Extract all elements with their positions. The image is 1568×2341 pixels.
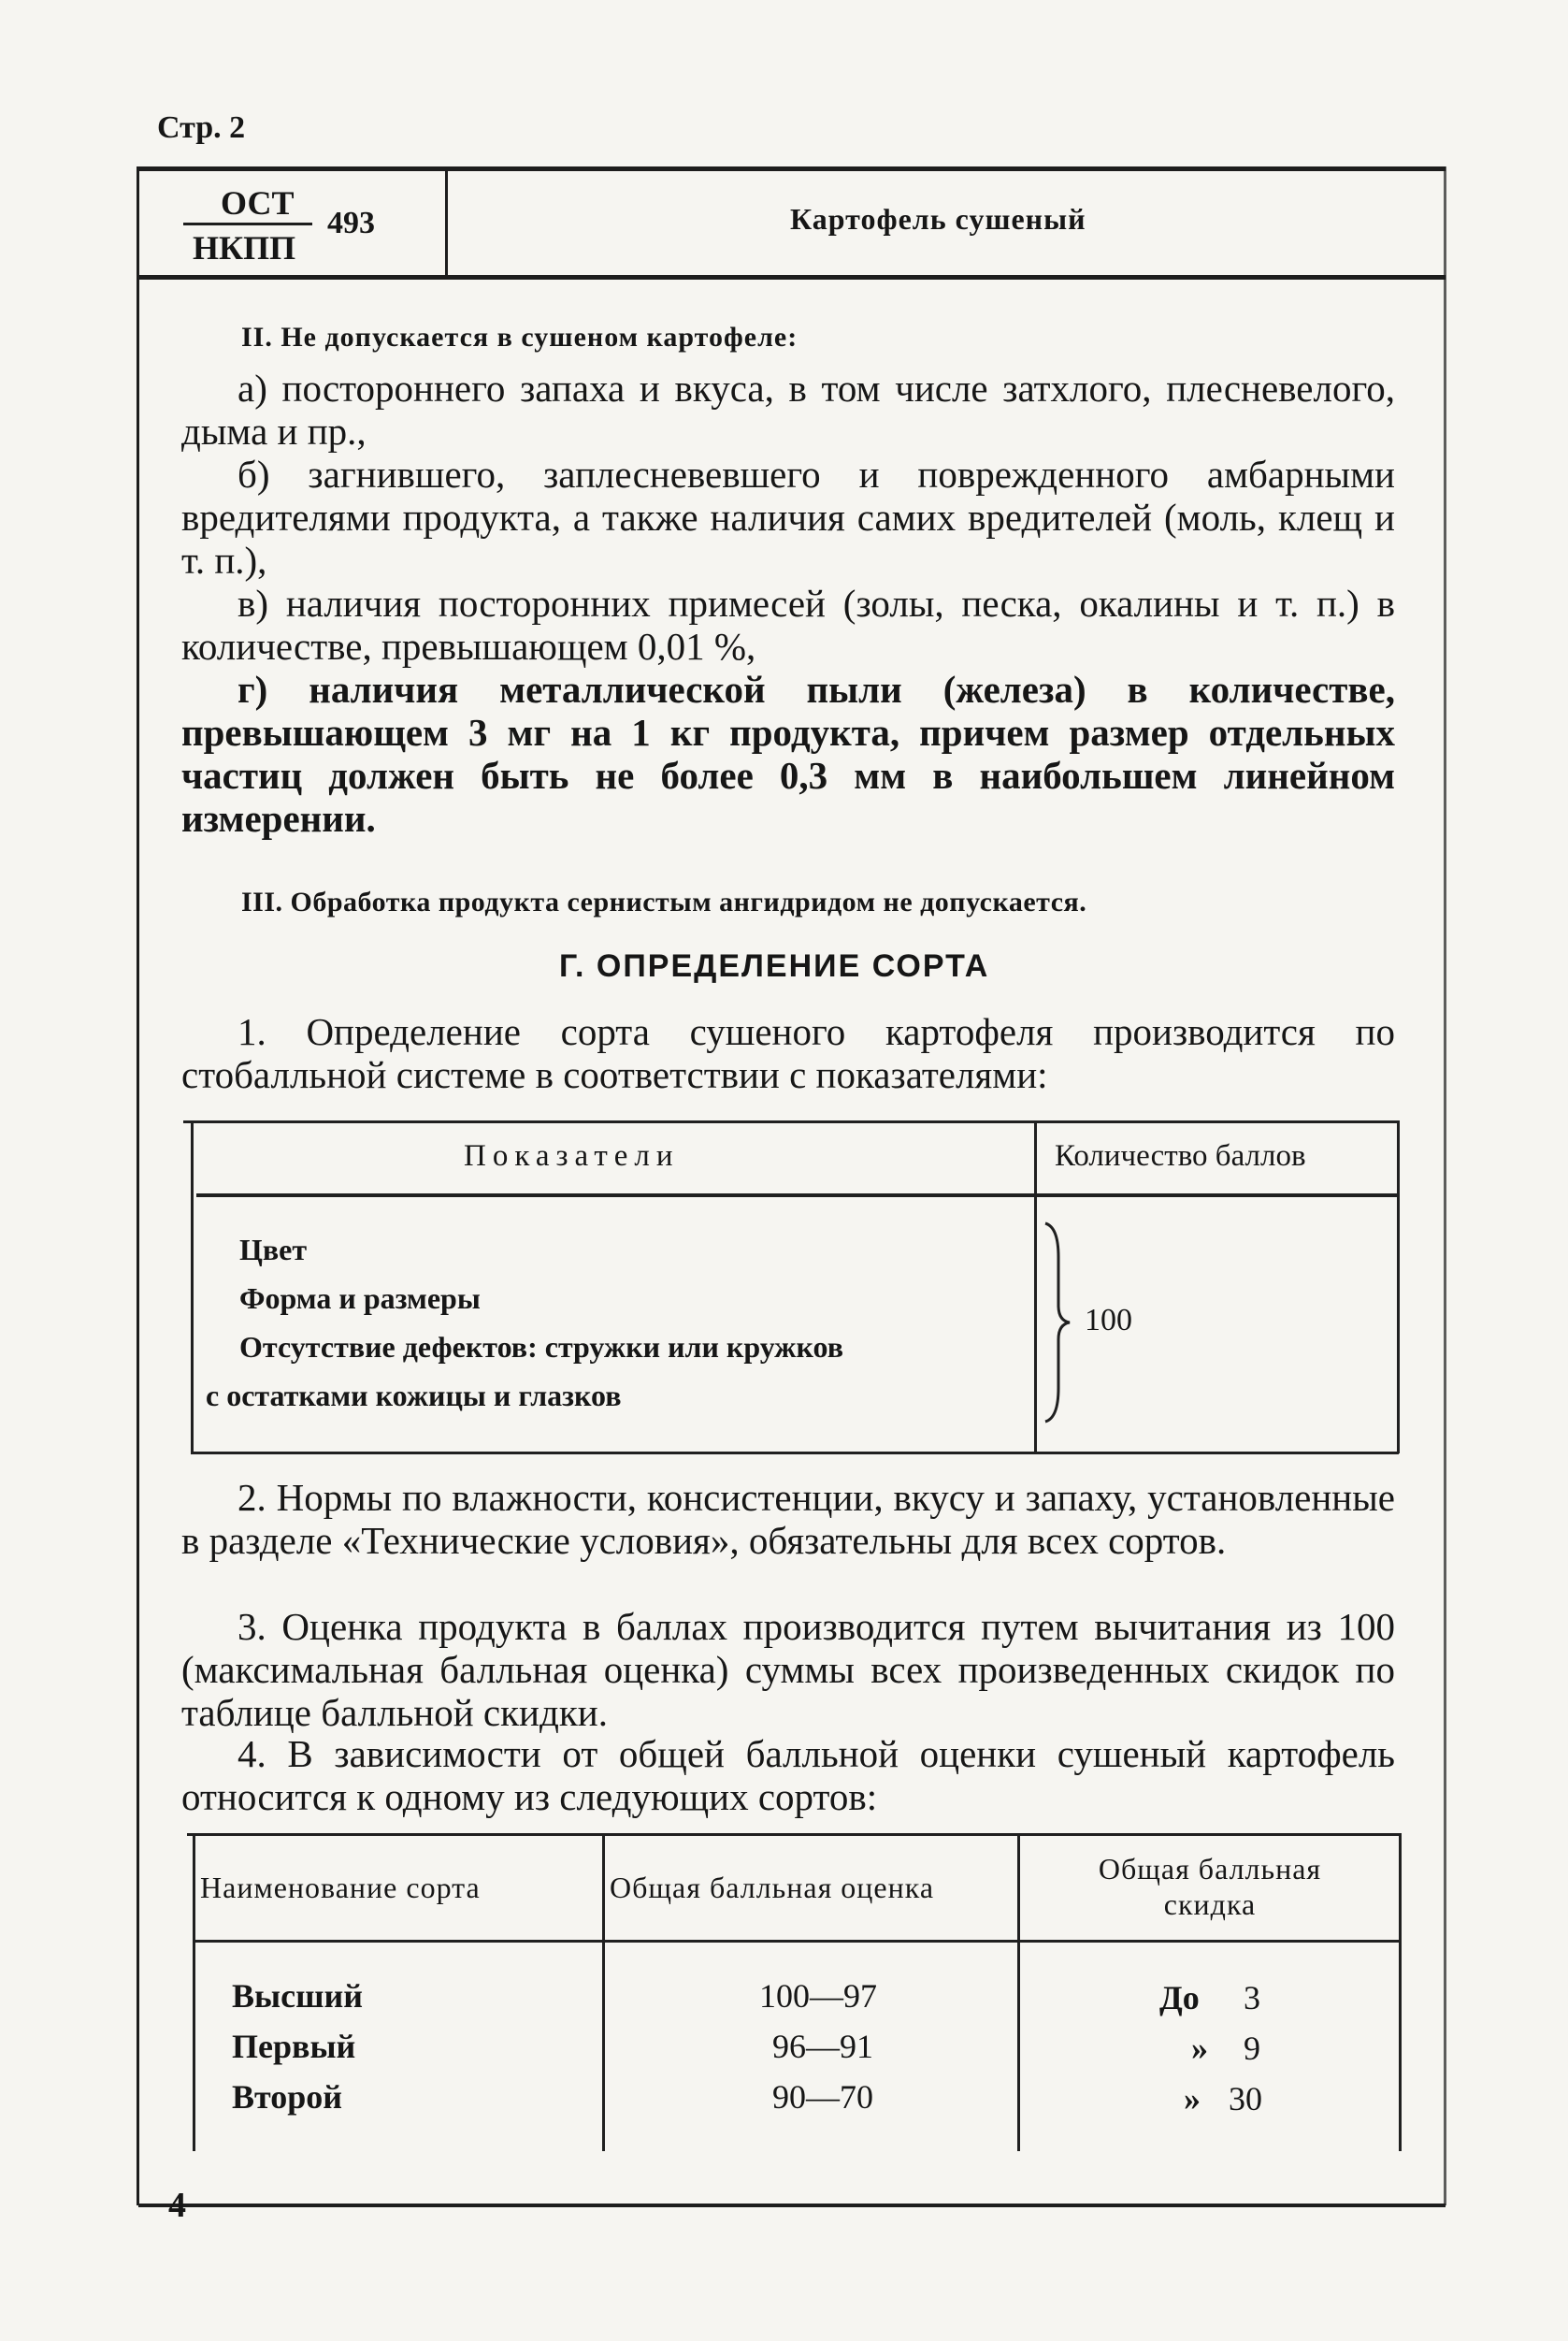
table2-left-rule [193,1833,195,2151]
table1-col2-header: Количество баллов [1055,1139,1306,1173]
table1-value: 100 [1085,1303,1132,1337]
table2-col3-header-line2: скидка [1163,1887,1257,1921]
table2-row-name: Высший [232,1977,363,2015]
header-divider [445,170,448,277]
section-g-heading: Г. ОПРЕДЕЛЕНИЕ СОРТА [559,948,990,984]
section-g-paragraph-4: 4. В зависимости от общей балльной оценки сушеный картофель относится к одному из следующих сортов: [181,1732,1395,1818]
table1-header-rule [196,1193,1399,1197]
table2-row-disc: 30 [1229,2080,1262,2117]
table2-row-disc-prefix: » [1191,2030,1208,2067]
table1-row-color: Цвет [239,1233,308,1266]
page-number: 4 [168,2186,186,2225]
table1-bottom-rule [191,1452,1399,1454]
table2-header-rule [193,1940,1401,1943]
table1-col-divider [1034,1120,1037,1453]
section-ii-item-g: г) наличия металлической пыли (железа) в количестве, превышающем 3 мг на 1 кг продукта, причем размер отдельных частиц должен быть не более 0,3 мм в наибольшем линейном измерении. [181,668,1395,840]
table1-col1-header: Показатели [464,1139,680,1173]
table2-row-disc: 3 [1244,1979,1260,2016]
table2-row-score: 100—97 [759,1977,877,2015]
section-ii-heading: II. Не допускается в сушеном картофеле: [241,322,798,353]
page-label: Стр. 2 [157,110,246,145]
table2-col-divider-2 [1017,1833,1020,2151]
table2-top-rule [187,1833,1401,1836]
section-iii-heading: III. Обработка продукта сернистым ангидридом не допускается. [241,887,1087,918]
table2-row-disc: 9 [1244,2030,1260,2067]
frame-header-rule [138,275,1446,280]
table1-brace [1040,1220,1077,1425]
frame-top-rule [138,166,1446,171]
section-ii-item-a: а) постороннего запаха и вкуса, в том числе затхлого, плесневелого, дыма и пр., [181,367,1395,453]
table2-row-score: 96—91 [772,2028,873,2065]
section-g-paragraph-1: 1. Определение сорта сушеного картофеля производится по стобалльной системе в соответствии с показателями: [181,1010,1395,1096]
table2-col2-header: Общая балльная оценка [610,1871,935,1904]
table1-right-rule [1397,1120,1400,1453]
table1-row-defects-cont: с остатками кожицы и глазков [206,1379,622,1412]
table1-top-rule [183,1120,1399,1123]
table2-row-name: Первый [232,2028,356,2065]
table2-col-divider-1 [602,1833,605,2151]
frame-right-rule [1444,166,1446,2205]
header-title: Картофель сушеный [790,202,1086,236]
table1-row-shape: Форма и размеры [239,1281,481,1315]
table2-right-rule [1399,1833,1402,2151]
table2-row-name: Второй [232,2078,342,2116]
header-nkpp: НКПП [193,229,296,267]
table1-left-rule [191,1120,194,1453]
table1-row-defects: Отсутствие дефектов: стружки или кружков [239,1330,843,1364]
section-g-paragraph-2: 2. Нормы по влажности, консистенции, вкусу и запаху, установленные в разделе «Технические условия», обязательны для всех сортов. [181,1476,1395,1562]
header-fraction-bar [183,223,312,225]
frame-bottom-rule [138,2204,1446,2207]
table2-col3-header-line1: Общая балльная [1098,1852,1322,1886]
section-ii-item-v: в) наличия посторонних примесей (золы, песка, окалины и т. п.) в количестве, превышающем 0,01 %, [181,582,1395,668]
section-ii-item-b: б) загнившего, заплесневевшего и поврежденного амбарными вредителями продукта, а также наличия самих вредителей (моль, клещ и т. п.), [181,453,1395,582]
table2-row-disc-prefix: До [1159,1979,1200,2016]
table2-row-disc-prefix: » [1184,2080,1201,2117]
table2-row-score: 90—70 [772,2078,873,2116]
frame-left-rule [137,166,139,2205]
table2-col1-header: Наименование сорта [200,1871,481,1904]
section-g-paragraph-3: 3. Оценка продукта в баллах производится путем вычитания из 100 (максимальная балльная оценка) суммы всех произведенных скидок по таблице балльной скидки. [181,1605,1395,1734]
header-ost: ОСТ [221,184,295,222]
header-number: 493 [327,206,375,240]
